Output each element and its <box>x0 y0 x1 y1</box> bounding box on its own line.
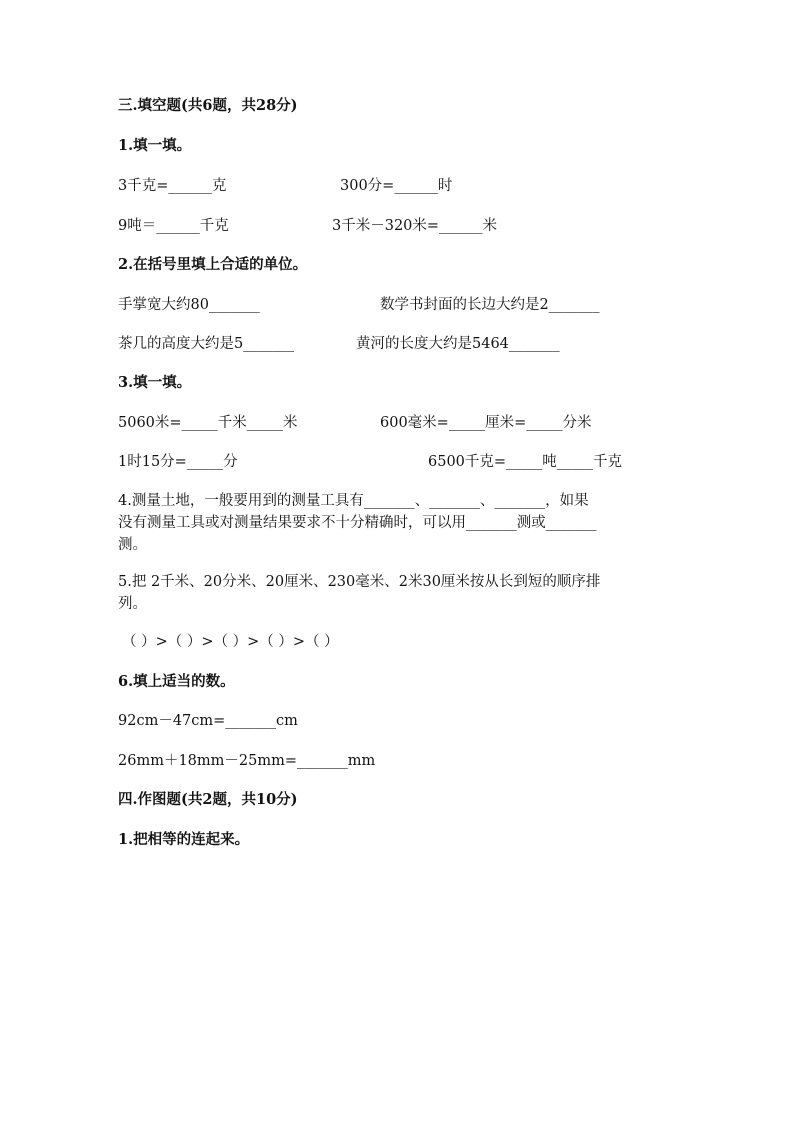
q3-row2-right: 6500千克=_____吨_____千克 <box>428 454 623 470</box>
q5-line2: 列。 <box>118 596 147 612</box>
q1-row2-right: 3千米－320米=______米 <box>332 218 498 234</box>
q4-line1: 4.测量土地，一般要用到的测量工具有_______、_______、_______，如果 <box>118 493 589 509</box>
q2-row2-left: 茶几的高度大约是5_______ <box>118 336 294 352</box>
q3-label: 3.填一填。 <box>118 374 192 391</box>
q5-line1: 5.把 2千米、20分米、20厘米、230毫米、2米30厘米按从长到短的顺序排 <box>118 574 601 590</box>
q1-row2-left: 9吨＝______千克 <box>118 218 229 234</box>
q6-label: 6.填上适当的数。 <box>118 673 235 690</box>
q6-row2: 26mm＋18mm－25mm=_______mm <box>118 753 376 769</box>
q1-row1-right: 300分=______时 <box>340 178 453 194</box>
section4-title: 四.作图题(共2题，共10分) <box>118 791 298 808</box>
q3-row2-left: 1时15分=_____分 <box>118 454 238 470</box>
q4-line2: 没有测量工具或对测量结果要求不十分精确时，可以用_______测或_______ <box>118 515 597 531</box>
q3-row1-left: 5060米=_____千米_____米 <box>118 415 298 431</box>
q2-row2-right: 黄河的长度大约是5464_______ <box>356 336 560 352</box>
q1-row1-left: 3千克=______克 <box>118 178 227 194</box>
q2-row1-left: 手掌宽大约80_______ <box>118 297 260 313</box>
section4-q1-label: 1.把相等的连起来。 <box>118 831 250 848</box>
q2-label: 2.在括号里填上合适的单位。 <box>118 256 308 273</box>
q6-row1: 92cm－47cm=_______cm <box>118 713 298 729</box>
q2-row1-right: 数学书封面的长边大约是2_______ <box>380 297 600 313</box>
q5-order-blanks: （ ）>（ ）>（ ）>（ ）>（ ） <box>122 634 339 650</box>
q3-row1-right: 600毫米=_____厘米=_____分米 <box>380 415 592 431</box>
q1-label: 1.填一填。 <box>118 137 192 154</box>
section3-title: 三.填空题(共6题，共28分) <box>118 97 298 114</box>
q4-line3: 测。 <box>118 537 147 553</box>
